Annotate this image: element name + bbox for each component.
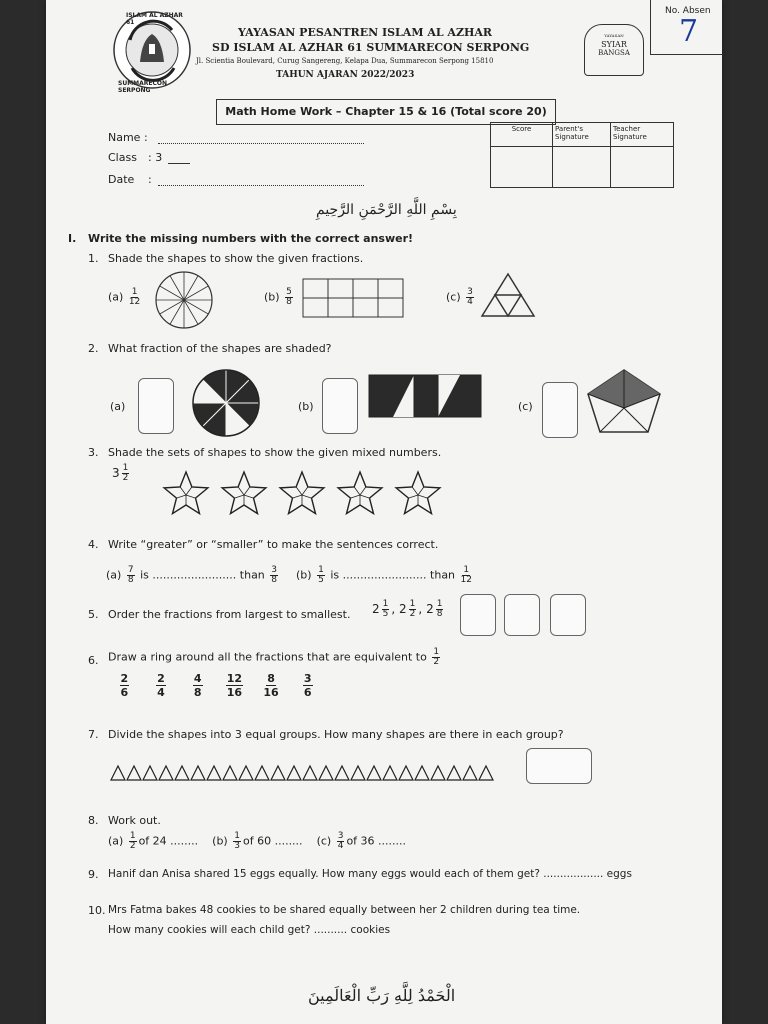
q6-fraction-option[interactable]	[218, 672, 251, 706]
triangle-shape	[463, 766, 477, 780]
absen-box	[650, 0, 723, 55]
name-field[interactable]	[158, 143, 364, 144]
q5-f2-frac: $\frac{1}{2}$	[409, 599, 416, 619]
triangle-shape	[479, 766, 493, 780]
q4a-than: than	[239, 568, 265, 582]
q6-number: 6.	[88, 654, 99, 667]
q3-text: Shade the sets of shapes to show the given mixed numbers.	[108, 446, 442, 459]
q7-number: 7.	[88, 728, 99, 741]
parent-signature-header: Parent's Signature	[553, 123, 611, 147]
q9-unit: eggs	[606, 868, 632, 880]
q7-text: Divide the shapes into 3 equal groups. How many shapes are there in each group?	[108, 728, 564, 741]
q6-denominator: 16	[226, 686, 242, 699]
triangle-shape	[191, 766, 205, 780]
triangle-shape	[447, 766, 461, 780]
q1c-letter: (c)	[446, 290, 461, 304]
teacher-signature-header: Teacher Signature	[611, 123, 673, 147]
logo-line2: BANGSA	[598, 49, 630, 57]
q4b-is: is	[330, 568, 340, 582]
q1b-letter: (b)	[264, 290, 280, 304]
q8a-rest: of 24	[138, 834, 167, 848]
q4b-than: than	[430, 568, 456, 582]
q3-mixed-number	[112, 464, 131, 483]
q6-fraction-option[interactable]	[108, 672, 141, 706]
q6-instruction: Draw a ring around all the fractions that are equivalent to	[108, 650, 427, 664]
q6-denominator: 4	[157, 686, 165, 699]
q1c-label	[446, 288, 476, 307]
q5-number: 5.	[88, 608, 99, 621]
q8c-fraction: $\frac{3}{4}$	[337, 831, 344, 851]
q6-numerator: 3	[303, 672, 312, 685]
school-name: SD ISLAM AL AZHAR 61 SUMMARECON SERPONG	[212, 41, 530, 54]
q4b-fraction-2: $\frac{1}{12}$	[460, 565, 472, 585]
star-icon[interactable]	[216, 470, 272, 518]
q2b-answer-box[interactable]	[322, 378, 358, 434]
q4-text: Write “greater” or “smaller” to make the sentences correct.	[108, 538, 439, 551]
q8-text: Work out.	[108, 814, 161, 827]
q3-fraction: $\frac{1}{2}$	[122, 463, 129, 483]
q4a-fraction-2: $\frac{3}{8}$	[271, 565, 278, 585]
score-table	[490, 122, 674, 188]
worksheet-title: Math Home Work – Chapter 15 & 16 (Total score 20)	[225, 105, 547, 118]
q1b-rectangle-8[interactable]	[302, 278, 404, 318]
seal-text-bottom: SUMMARECON SERPONG	[118, 80, 168, 94]
q5-comma-1: ,	[391, 602, 396, 616]
q5-comma-2: ,	[418, 602, 423, 616]
triangle-shape	[143, 766, 157, 780]
q8b-rest: of 60	[242, 834, 272, 848]
logo-line1: SYIAR	[601, 40, 627, 49]
q5-f1-frac: $\frac{1}{5}$	[382, 599, 389, 619]
q4a-sentence	[106, 566, 280, 585]
absen-label: No. Absen	[665, 6, 711, 16]
score-cell[interactable]	[491, 147, 553, 187]
q6-numerator: 8	[267, 672, 275, 685]
school-address: Jl. Scientia Boulevard, Curug Sangereng, Kelapa Dua, Summarecon Serpong 15810	[196, 57, 494, 65]
q8c-letter: (c)	[316, 834, 332, 848]
triangle-shape	[415, 766, 429, 780]
triangle-shape	[239, 766, 253, 780]
q7-answer-box[interactable]	[526, 748, 592, 784]
q6-denominator: 16	[263, 686, 279, 699]
class-field[interactable]	[168, 163, 190, 164]
star-icon[interactable]	[274, 470, 330, 518]
class-label: Class	[108, 151, 137, 164]
triangle-shape	[319, 766, 333, 780]
q4-number: 4.	[88, 538, 99, 551]
q2b-label: (b)	[298, 400, 314, 413]
date-label: Date	[108, 173, 135, 186]
q6-target-fraction: $\frac{1}{2}$	[433, 647, 440, 667]
triangle-shape	[431, 766, 445, 780]
q5-f2-whole: 2	[399, 602, 407, 616]
q8-number: 8.	[88, 814, 99, 827]
q2c-shaded-pentagon	[586, 368, 662, 434]
q1c-fraction: $\frac{3}{4}$	[467, 287, 473, 307]
q7-triangle-row[interactable]	[110, 764, 496, 782]
q2a-label: (a)	[110, 400, 126, 413]
q8c-rest: of 36	[346, 834, 375, 848]
q5-answer-box-2[interactable]	[504, 594, 540, 636]
q10-line1: Mrs Fatma bakes 48 cookies to be shared equally between her 2 children during tea time.	[108, 904, 581, 916]
q8a-fraction: $\frac{1}{2}$	[129, 831, 136, 851]
q2a-answer-box[interactable]	[138, 378, 174, 434]
triangle-shape	[207, 766, 221, 780]
q1c-triangle-4[interactable]	[480, 272, 536, 318]
q6-numerator: 2	[120, 672, 129, 685]
q8a-blank[interactable]: ........	[170, 834, 199, 848]
triangle-shape	[127, 766, 141, 780]
q10-number: 10.	[88, 904, 106, 917]
q4a-fraction-1: $\frac{7}{8}$	[127, 565, 134, 585]
q9-number: 9.	[88, 868, 99, 881]
q5-f3-frac: $\frac{1}{8}$	[436, 599, 443, 619]
q9-sentence	[108, 868, 632, 880]
teacher-signature-cell[interactable]	[611, 147, 673, 187]
q6-text	[108, 648, 442, 667]
q5-f3-whole: 2	[426, 602, 434, 616]
parent-signature-cell[interactable]	[553, 147, 611, 187]
q8b-letter: (b)	[212, 834, 228, 848]
q6-fraction-option[interactable]	[145, 672, 178, 706]
absen-value: 7	[679, 14, 699, 49]
q3-number: 3.	[88, 446, 99, 459]
triangle-shape	[399, 766, 413, 780]
section-numeral: I.	[68, 232, 77, 245]
q8b-blank[interactable]: ........	[274, 834, 303, 848]
q6-fraction-list	[106, 672, 326, 706]
school-seal-logo	[112, 10, 192, 94]
q1b-label	[264, 288, 295, 307]
star-icon[interactable]	[390, 470, 446, 518]
q2a-shaded-circle	[186, 368, 266, 438]
q5-text: Order the fractions from largest to smallest.	[108, 608, 351, 621]
triangle-shape	[383, 766, 397, 780]
basmala-calligraphy: بِسْمِ اللَّهِ الرَّحْمَنِ الرَّحِيمِ	[316, 202, 457, 218]
star-icon[interactable]	[332, 470, 388, 518]
q6-fraction-option[interactable]	[255, 672, 288, 706]
q3-whole: 3	[112, 466, 120, 480]
q10-line2	[108, 924, 390, 936]
syiar-bangsa-logo	[584, 24, 644, 76]
q1-text: Shade the shapes to show the given fractions.	[108, 252, 364, 265]
q6-fraction-option[interactable]	[181, 672, 214, 706]
q4b-letter: (b)	[296, 568, 312, 582]
academic-year: TAHUN AJARAN 2022/2023	[276, 70, 415, 80]
q6-denominator: 8	[193, 686, 202, 699]
triangle-shape	[287, 766, 301, 780]
section-instruction: Write the missing numbers with the correct answer!	[88, 232, 414, 245]
q1a-letter: (a)	[108, 290, 124, 304]
triangle-shape	[351, 766, 365, 780]
q8-items	[108, 832, 406, 851]
q10-unit: cookies	[350, 924, 391, 936]
date-field[interactable]	[158, 185, 364, 186]
q6-denominator: 6	[303, 686, 312, 699]
q10-blank[interactable]: ..........	[313, 924, 348, 936]
q8b-fraction: $\frac{1}{3}$	[234, 831, 240, 851]
worksheet-paper	[46, 0, 722, 1024]
q8c-blank[interactable]: ........	[378, 834, 407, 848]
q6-fraction-option[interactable]	[291, 672, 324, 706]
date-colon: :	[148, 173, 152, 186]
q1a-label	[108, 288, 142, 307]
logo-small-text: YAYASAN	[604, 33, 624, 38]
q2-number: 2.	[88, 342, 99, 355]
q2-text: What fraction of the shapes are shaded?	[108, 342, 332, 355]
q9-blank[interactable]: ..................	[543, 868, 604, 880]
q6-numerator: 2	[157, 672, 165, 685]
q3-stars-row[interactable]	[158, 470, 458, 520]
triangle-shape	[303, 766, 317, 780]
q4b-blank[interactable]: ........................	[342, 568, 427, 582]
q1a-circle-12[interactable]	[152, 270, 216, 330]
q2b-shaded-rectangle	[368, 374, 482, 418]
score-header: Score	[491, 123, 553, 147]
triangle-shape	[175, 766, 189, 780]
q1b-fraction: $\frac{5}{8}$	[286, 287, 292, 307]
q5-answer-box-1[interactable]	[460, 594, 496, 636]
q8a-letter: (a)	[108, 834, 124, 848]
triangle-shape	[159, 766, 173, 780]
hamdalah-calligraphy: الْحَمْدُ لِلَّهِ رَبِّ الْعَالَمِينَ	[308, 986, 456, 1005]
q6-numerator: 12	[226, 672, 242, 685]
q4b-sentence	[296, 566, 474, 585]
triangle-shape	[255, 766, 269, 780]
q2c-answer-box[interactable]	[542, 382, 578, 438]
q4a-letter: (a)	[106, 568, 122, 582]
class-value: : 3	[148, 151, 163, 164]
star-icon[interactable]	[158, 470, 214, 518]
q1-number: 1.	[88, 252, 99, 265]
q1a-fraction: $\frac{1}{12}$	[128, 287, 141, 307]
triangle-shape	[271, 766, 285, 780]
triangle-shape	[335, 766, 349, 780]
q5-f1-whole: 2	[372, 602, 380, 616]
q5-fractions	[372, 600, 445, 619]
name-label: Name :	[108, 131, 148, 144]
q9-text: Hanif dan Anisa shared 15 eggs equally. How many eggs would each of them get?	[108, 868, 540, 880]
q2c-label: (c)	[518, 400, 533, 413]
triangle-shape	[111, 766, 125, 780]
seal-text-top: ISLAM AL AZHAR 61	[126, 12, 183, 26]
foundation-name: YAYASAN PESANTREN ISLAM AL AZHAR	[238, 26, 493, 39]
q5-answer-box-3[interactable]	[550, 594, 586, 636]
triangle-shape	[223, 766, 237, 780]
q6-numerator: 4	[193, 672, 202, 685]
q6-denominator: 6	[120, 686, 129, 699]
q4a-blank[interactable]: ........................	[152, 568, 237, 582]
q4b-fraction-1: $\frac{1}{5}$	[318, 565, 324, 585]
triangle-shape	[367, 766, 381, 780]
q4a-is: is	[140, 568, 149, 582]
q10-question: How many cookies will each child get?	[108, 924, 311, 936]
